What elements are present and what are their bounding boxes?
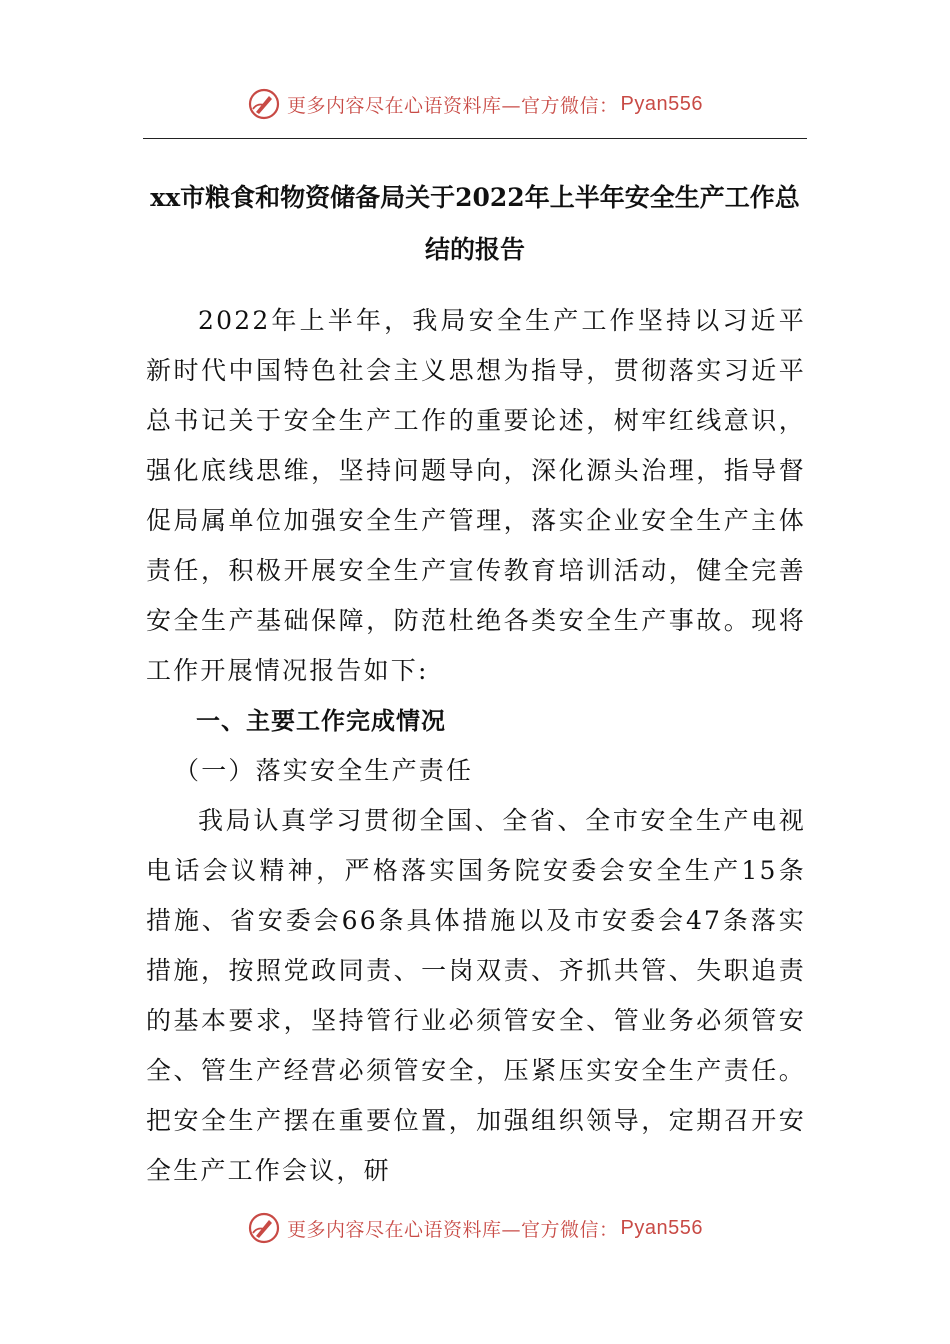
header-divider xyxy=(143,138,807,139)
watermark-text: 更多内容尽在心语资料库—官方微信： xyxy=(287,1218,619,1241)
subsection-heading: （一）落实安全生产责任 xyxy=(174,756,474,785)
pen-logo-icon xyxy=(247,1211,281,1245)
document-title: xx市粮食和物资储备局关于2022年上半年安全生产工作总结的报告 xyxy=(150,183,800,264)
watermark-account: Pyan556 xyxy=(620,92,703,115)
document-body xyxy=(146,296,806,1196)
footer-watermark xyxy=(0,1206,950,1250)
section-heading: 一、主要工作完成情况 xyxy=(196,707,446,735)
header-watermark xyxy=(0,82,950,126)
intro-paragraph: 2022年上半年，我局安全生产工作坚持以习近平新时代中国特色社会主义思想为指导，贯彻落实习近平总书记关于安全生产工作的重要论述，树牢红线意识，强化底线思维，坚持问题导向，深化源头治理，指导督促局属单位加强安全生产管理，落实企业安全生产主体责任，积极开展安全生产宣传教育培训活动，健全完善安全生产基础保障，防范杜绝各类安全生产事故。现将工作开展情况报告如下: xyxy=(146,306,806,685)
watermark-account: Pyan556 xyxy=(620,1216,703,1239)
watermark-text: 更多内容尽在心语资料库—官方微信： xyxy=(287,94,619,117)
subsection-paragraph: 我局认真学习贯彻全国、全省、全市安全生产电视电话会议精神，严格落实国务院安委会安全生产15条措施、省安委会66条具体措施以及市安委会47条落实措施，按照党政同责、一岗双责、齐抓共管、失职追责的基本要求，坚持管行业必须管安全、管业务必须管安全、管生产经营必须管安全，压紧压实安全生产责任。把安全生产摆在重要位置，加强组织领导，定期召开安全生产工作会议，研 xyxy=(146,806,806,1185)
pen-logo-icon xyxy=(247,87,281,121)
